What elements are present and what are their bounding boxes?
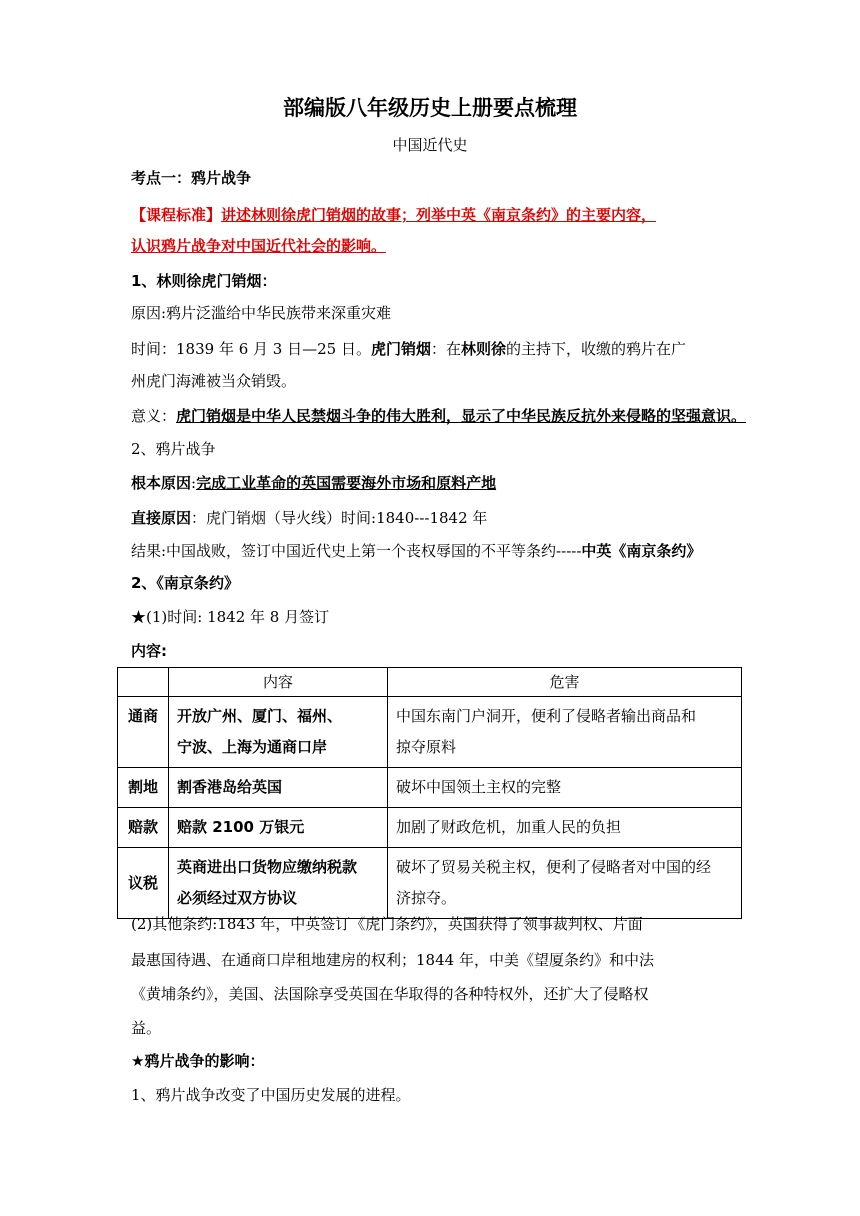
impact-heading: ★鸦片战争的影响：	[131, 1052, 265, 1070]
table-header-content: 内容	[169, 668, 388, 697]
page-title: 部编版八年级历史上册要点梳理	[283, 96, 577, 120]
time-rest: 的主持下，收缴的鸦片在广	[506, 340, 687, 358]
table-header-row	[118, 668, 742, 697]
point1-heading: 考点一：鸦片战争	[131, 169, 252, 187]
section2-result	[131, 541, 701, 561]
direct-text: ：虎门销烟（导火线）时间:1840---1842 年	[191, 509, 488, 527]
row-type: 议税	[118, 848, 169, 919]
row-harm: 破坏中国领土主权的完整	[388, 768, 742, 808]
table-header-harm: 危害	[388, 668, 742, 697]
meaning-text: 虎门销烟是中华人民禁烟斗争的伟大胜利，显示了中华民族反抗外来侵略的坚强意识。	[176, 407, 747, 425]
row-harm-line2: 济掠夺。	[396, 889, 457, 907]
time-prefix: 时间：1839 年 6 月 3 日—25 日。	[131, 340, 371, 358]
section2-heading: 2、鸦片战争	[131, 440, 216, 458]
other-treaties-line4: 益。	[131, 1019, 162, 1037]
section1-time-line2: 州虎门海滩被当众销毁。	[131, 372, 297, 390]
row-content-line1: 英商进出口货物应缴纳税款	[177, 858, 358, 876]
row-content-line1: 开放广州、厦门、福州、	[177, 707, 343, 725]
page-subtitle: 中国近代史	[392, 136, 468, 154]
row-content	[169, 697, 388, 768]
section1-cause: 原因:鸦片泛滥给中华民族带来深重灾难	[131, 304, 392, 322]
section3-content-label: 内容:	[131, 642, 167, 660]
table-row	[118, 848, 742, 919]
row-type: 割地	[118, 768, 169, 808]
course-standard-line1	[131, 205, 656, 225]
direct-label: 直接原因	[131, 509, 192, 527]
meaning-prefix: 意义：	[131, 407, 177, 425]
row-type: 通商	[118, 697, 169, 768]
standard-text1: 讲述林则徐虎门销烟的故事；列举中英《南京条约》的主要内容，	[221, 206, 657, 224]
section3-time: ★(1)时间: 1842 年 8 月签订	[131, 608, 330, 626]
row-harm: 加剧了财政危机，加重人民的负担	[388, 808, 742, 848]
impact-item1: 1、鸦片战争改变了中国历史发展的进程。	[131, 1086, 411, 1104]
section2-direct-cause	[131, 508, 487, 528]
row-content: 赔款 2100 万银元	[169, 808, 388, 848]
row-content: 割香港岛给英国	[169, 768, 388, 808]
table-header-blank	[118, 668, 169, 697]
row-harm-line1: 中国东南门户洞开，便利了侵略者输出商品和	[396, 707, 697, 725]
other-treaties-line3: 《黄埔条约》，美国、法国除享受英国在华取得的各种特权外，还扩大了侵略权	[131, 985, 649, 1003]
row-content-line2: 必须经过双方协议	[177, 889, 298, 907]
row-harm	[388, 697, 742, 768]
row-harm-line2: 掠夺原料	[396, 738, 457, 756]
other-treaties-line1: (2)其他条约:1843 年，中英签订《虎门条约》，英国获得了领事裁判权、片面	[131, 915, 643, 933]
root-text: 完成工业革命的英国需要海外市场和原料产地	[196, 474, 497, 492]
section1-meaning	[131, 406, 746, 426]
table-row	[118, 697, 742, 768]
course-standard-line2: 认识鸦片战争对中国近代社会的影响。	[131, 237, 387, 255]
row-content	[169, 848, 388, 919]
treaty-table	[117, 667, 742, 919]
root-label: 根本原因	[131, 474, 192, 492]
table-row	[118, 808, 742, 848]
result-bold: 中英《南京条约》	[581, 542, 702, 560]
root-colon: :	[191, 474, 197, 492]
time-mid: ：在	[430, 340, 461, 358]
section2-root-cause	[131, 473, 496, 493]
table-row	[118, 768, 742, 808]
section1-heading: 1、林则徐虎门销烟：	[131, 272, 277, 290]
result-text: 结果:中国战败，签订中国近代史上第一个丧权辱国的不平等条约-----	[131, 542, 582, 560]
row-content-line2: 宁波、上海为通商口岸	[177, 738, 328, 756]
row-harm	[388, 848, 742, 919]
time-name: 林则徐	[461, 340, 507, 358]
section3-heading: 2、《南京条约》	[131, 574, 239, 592]
other-treaties-line2: 最惠国待遇、在通商口岸租地建房的权利；1844 年，中美《望厦条约》和中法	[131, 951, 654, 969]
standard-tag: 【课程标准】	[131, 206, 222, 224]
time-bold: 虎门销烟	[370, 340, 431, 358]
section1-time	[131, 339, 686, 359]
row-harm-line1: 破坏了贸易关税主权，便利了侵略者对中国的经	[396, 858, 712, 876]
row-type: 赔款	[118, 808, 169, 848]
